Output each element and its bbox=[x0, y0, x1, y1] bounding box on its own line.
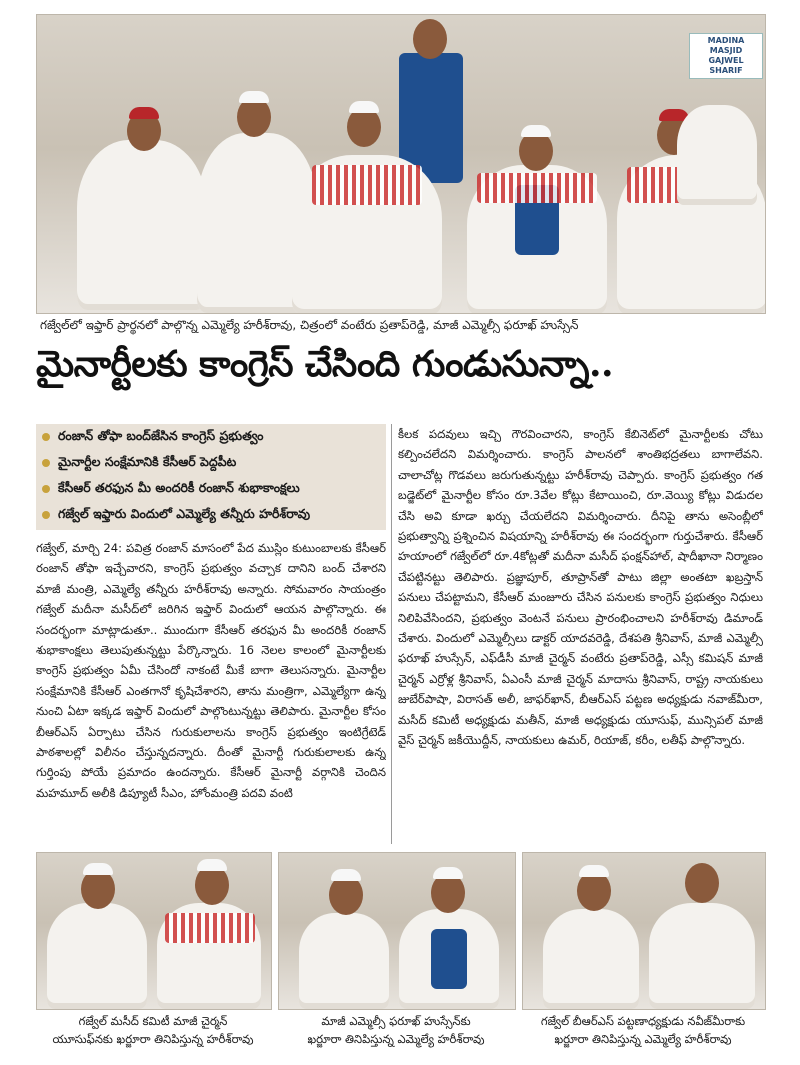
person bbox=[543, 909, 639, 1009]
bullet-icon bbox=[42, 433, 50, 441]
sign-line-1: MADINA MASJID bbox=[707, 36, 745, 55]
bullet-icon bbox=[42, 511, 50, 519]
bullet-icon bbox=[42, 459, 50, 467]
person bbox=[47, 903, 147, 1009]
bottom-photo-2 bbox=[278, 852, 516, 1010]
person-head bbox=[413, 19, 447, 59]
caption-line: ఖర్జూరా తినిపిస్తున్న ఎమ్మెల్యే హరీశ్‌రావు bbox=[554, 1032, 732, 1046]
white-cap bbox=[83, 863, 113, 875]
scarf bbox=[312, 165, 422, 205]
red-cap bbox=[129, 107, 159, 119]
person-head bbox=[195, 865, 229, 905]
person-head bbox=[685, 863, 719, 903]
scarf bbox=[165, 913, 255, 943]
white-cap bbox=[349, 101, 379, 113]
person bbox=[299, 913, 389, 1009]
caption-line: మాజీ ఎమ్మెల్సీ ఫరూఖ్ హుస్సేన్‌కు bbox=[321, 1014, 471, 1028]
bottom-caption-1 bbox=[36, 1012, 270, 1048]
white-cap bbox=[521, 125, 551, 137]
highlight-text: గజ్వేల్ ఇఫ్తారు విందులో ఎమ్మెల్యే తన్నీరు హరీశ్‌రావు bbox=[58, 505, 311, 521]
caption-line: ఖర్జూరా తినిపిస్తున్న ఎమ్మెల్యే హరీశ్‌రావు bbox=[307, 1032, 485, 1046]
person-head bbox=[577, 871, 611, 911]
top-photo bbox=[36, 14, 766, 314]
bottom-caption-3 bbox=[522, 1012, 764, 1048]
bottom-photo-1 bbox=[36, 852, 272, 1010]
person-head bbox=[81, 869, 115, 909]
person-head bbox=[431, 873, 465, 913]
bottom-caption-2 bbox=[278, 1012, 514, 1048]
caption-line: యూసుఫ్‌నకు ఖర్జూరా తినిపిస్తున్న హరీశ్‌రావు bbox=[52, 1032, 254, 1046]
caption-line: గజ్వేల్ బీఆర్‌ఎస్ పట్టణాధ్యక్షుడు నవీజ్‌మీరాకు bbox=[540, 1014, 746, 1028]
person bbox=[649, 903, 755, 1009]
bullet-icon bbox=[42, 485, 50, 493]
highlight-item bbox=[36, 450, 386, 476]
highlight-item bbox=[36, 476, 386, 502]
person-head bbox=[329, 875, 363, 915]
caption-line: గజ్వేల్ మసీద్ కమిటీ మాజీ చైర్మన్ bbox=[78, 1014, 228, 1028]
white-cap bbox=[579, 865, 609, 877]
highlights-box bbox=[36, 424, 386, 530]
article-column-right: కీలక పదవులు ఇచ్చి గౌరవించారని, కాంగ్రెస్ కేబినెట్‌లో మైనార్టీలకు చోటు కల్పించలేదని విమర్శించారు. కాంగ్రెస్ పాలనలో శాంతిభద్రతలు బాగాలేవని. చాలాచోట్ల గొడవలు జరుగుతున్నట్టు హరీశ్‌రావు చెప్పారు. కాంగ్రెస్ ప్రభుత్వం గత బడ్జెట్‌లో మైనార్టీల కోసం రూ.3వేల కోట్లు కేటాయించి, రూ.వెయ్యి కోట్లు విడుదల చేసి అవి కూడా ఖర్చు చేయలేదని విమర్శించారు. దీనిపై తాను అసెంబ్లీలో ప్రభుత్వాన్ని ప్రశ్నించిన విషయాన్ని హరీశ్‌రావు ఈ సందర్భంగా గుర్తుచేశారు. కేసీఆర్ హయాంలో గజ్వేల్‌లో రూ.4కోట్లతో మదీనా మసీద్ ఫంక్షన్‌హాల్, షాదీఖానా నిర్మాణం చేపట్టినట్టు తెలిపారు. ప్రజ్ఞాపూర్, తూప్రాన్‌తో పాటు జిల్లా అంతటా ఖబ్రస్తాన్ పనులు చేపట్టామని, కేసీఆర్ మంజూరు చేసిన పనులకు కాంగ్రెస్ ప్రభుత్వం నిధులు నిలిపివేసిందని, ప్రభుత్వం వెంటనే పనులు ప్రారంభించాలని హరీశ్‌రావు డిమాండ్ చేశారు. విందులో ఎమ్మెల్సీలు డాక్టర్ యాదవరెడ్డి, దేశపతి శ్రీనివాస్, మాజీ ఎమ్మెల్సీ ఫరూఖ్ హుస్సేన్, ఎఫ్‌డీసీ మాజీ చైర్మన్ వంటేరు ప్రతాప్‌రెడ్డి, ఎస్సీ కమిషన్ మాజీ చైర్మన్ ఎర్రోళ్ల శ్రీనివాస్, ఏఎంసీ మాజీ చైర్మన్ మాదాసు శ్రీనివాస్, రాష్ట్ర నాయకులు జుబేర్‌పాషా, విరాసత్ అలీ, జాఫర్‌ఖాన్, బీఆర్‌ఎస్ పట్టణ అధ్యక్షుడు నవాజ్‌మీరా, మసీద్ కమిటీ అధ్యక్షుడు మతీన్, మాజీ అధ్యక్షుడు యూసుఫ్, మున్సిపల్ మాజీ వైస్ చైర్మన్ జకీయొద్దీన్, నాయకులు ఉమర్, రియాజ్, కరీం, లతీఫ్ పాల్గొన్నారు. bbox=[398, 427, 763, 748]
highlight-item bbox=[36, 502, 386, 528]
highlight-text: రంజాన్ తోఫా బంద్‌జేసిన కాంగ్రెస్ ప్రభుత్వం bbox=[58, 427, 264, 443]
person-seated-1 bbox=[77, 140, 207, 310]
person-head bbox=[347, 107, 381, 147]
column-divider bbox=[391, 424, 392, 844]
highlight-text: మైనార్టీల సంక్షేమానికి కేసీఆర్ పెద్దపీట bbox=[58, 453, 237, 469]
person-head bbox=[519, 131, 553, 171]
white-cap bbox=[331, 869, 361, 881]
white-cap bbox=[433, 867, 463, 879]
sign-line-2: GAJWEL SHARIF bbox=[708, 56, 744, 75]
article-column-left: గజ్వేల్, మార్చి 24: పవిత్ర రంజాన్ మాసంలో పేద ముస్లిం కుటుంబాలకు కేసీఆర్ రంజాన్ తోఫా ఇచ్చేవారని, కాంగ్రెస్ ప్రభుత్వం వచ్చాక దానిని బంద్ చేశారని మాజీ మంత్రి, ఎమ్మెల్యే తన్నీరు హరీశ్‌రావు అన్నారు. సోమవారం సాయంత్రం గజ్వేల్ మదీనా మసీద్‌లో జరిగిన ఇఫ్తార్ విందులో ఆయన పాల్గొన్నారు. ఈ సందర్భంగా మాట్లాడుతూ.. ముందుగా కేసీఆర్ తరఫున మీ అందరికీ రంజాన్ శుభాకాంక్షలు తెలుపుతున్నట్టు పేర్కొన్నారు. 16 నెలల కాలంలో మైనార్టీలకు కాంగ్రెస్ ప్రభుత్వం ఏమీ చేసిందో నాకంటే మీకే బాగా తెలుసన్నారు. మైనార్టీల సంక్షేమానికి కేసీఆర్ ఎంతగానో కృషిచేశారని, తాను మంత్రిగా, ఎమ్మెల్యేగా ఉన్న నుంచి ఏటా ఇక్కడ ఇఫ్తార్ విందులో పాల్గొంటున్నట్టు తెలిపారు. మైనార్టీల కోసం బీఆర్‌ఎస్ ఏర్పాటు చేసిన గురుకులాలను కాంగ్రెస్ ప్రభుత్వం ఇంటిగ్రేటెడ్ పాఠశాలల్లో విలీనం చేస్తున్నదన్నారు. దీంతో మైనార్టీ గురుకులాలకు ఉన్న గుర్తింపు పోయే ప్రమాదం ఉందన్నారు. కేసీఆర్ మైనార్టీ వర్గానికి చెందిన మహమూద్ అలీకి డిప్యూటీ సీఎం, హోంమంత్రి పదవి వంటి bbox=[36, 541, 386, 800]
person-standing bbox=[677, 105, 757, 205]
masjid-sign bbox=[689, 33, 763, 79]
person-head bbox=[237, 97, 271, 137]
blue-vest bbox=[431, 929, 467, 989]
top-photo-caption: గజ్వేల్‌లో ఇఫ్తార్ ప్రార్థనలో పాల్గొన్న ఎమ్మెల్యే హరీశ్‌రావు, చిత్రంలో వంటేరు ప్రతాప్‌రెడ్డి, మాజీ ఎమ్మెల్సీ ఫరూఖ్ హుస్సేన్ bbox=[40, 318, 579, 332]
highlight-item bbox=[36, 424, 386, 450]
highlight-text: కేసీఆర్ తరఫున మీ అందరికీ రంజాన్ శుభాకాంక్షలు bbox=[58, 479, 300, 495]
bottom-photo-3 bbox=[522, 852, 766, 1010]
white-cap bbox=[239, 91, 269, 103]
white-cap bbox=[197, 859, 227, 871]
headline: మైనార్టీలకు కాంగ్రెస్ చేసింది గుండుసున్నా.. bbox=[36, 343, 614, 385]
scarf bbox=[477, 173, 597, 203]
